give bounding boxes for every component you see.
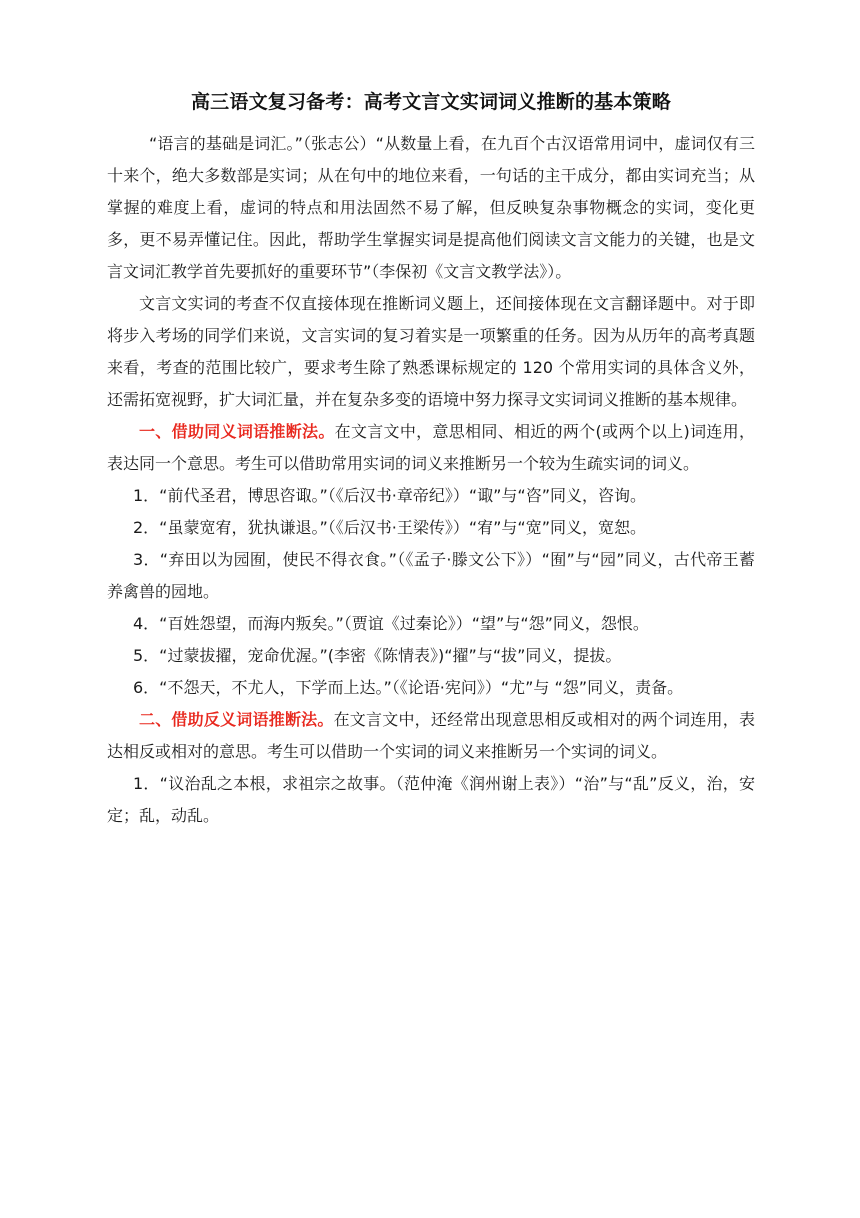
section-2-text: 在文言文中，还经常出现意思相反或相对的两个词连用，表达相反或相对的意思。考生可以借助一个实词的词义来推断另一个实词的词义。 xyxy=(107,710,755,761)
section-1-item-2: 2．“虽蒙宽宥，犹执谦退。”（《后汉书·王梁传》）“宥”与“宽”同义，宽恕。 xyxy=(133,518,647,537)
document-title: 高三语文复习备考：高考文言文实词词义推断的基本策略 xyxy=(190,91,671,113)
section-1-paragraph xyxy=(107,416,755,480)
section-1-item-3: 3．“弃田以为园囿，使民不得衣食。”（《孟子·滕文公下》）“囿”与“园”同义，古代帝王蓄养禽兽的园地。 xyxy=(107,550,755,601)
section-2-item-1: 1．“议治乱之本根，求祖宗之故事。（范仲淹《润州谢上表》）“治”与“乱”反义，治，安定；乱，动乱。 xyxy=(107,774,755,825)
section-1-item-4: 4．“百姓怨望，而海内叛矣。”（贾谊《过秦论》）“望”与“怨”同义，怨恨。 xyxy=(133,614,649,633)
section-2-paragraph xyxy=(107,704,755,768)
section-1-heading: 一、借助同义词语推断法。 xyxy=(139,422,335,441)
intro-paragraph: “语言的基础是词汇。”（张志公）“从数量上看，在九百个古汉语常用词中，虚词仅有三十来个，绝大多数部是实词；从在句中的地位来看，一句话的主干成分，都由实词充当；从掌握的难度上看，虚词的特点和用法固然不易了解，但反映复杂事物概念的实词，变化更多，更不易弄懂记住。因此，帮助学生掌握实词是提高他们阅读文言文能力的关键，也是文言文词汇教学首先要抓好的重要环节”（李保初《文言文教学法》）。 xyxy=(107,134,755,281)
section-1-item-6: 6．“不怨天，不尤人，下学而上达。”（《论语·宪问》）“尤”与 “怨”同义，责备。 xyxy=(133,678,684,697)
section-2-heading: 二、借助反义词语推断法。 xyxy=(139,710,334,729)
section-1-text: 在文言文中，意思相同、相近的两个(或两个以上)词连用，表达同一个意思。考生可以借助常用实词的词义来推断另一个较为生疏实词的词义。 xyxy=(107,422,755,473)
paragraph-2: 文言文实词的考查不仅直接体现在推断词义题上，还间接体现在文言翻译题中。对于即将步入考场的同学们来说，文言实词的复习着实是一项繁重的任务。因为从历年的高考真题来看，考查的范围比较广，要求考生除了熟悉课标规定的 120 个常用实词的具体含义外，还需拓宽视野，扩大词汇量，并在复杂多变的语境中努力探寻文实词词义推断的基本规律。 xyxy=(107,294,755,409)
document-page xyxy=(107,88,755,832)
section-1-item-1: 1．“前代圣君，博思咨诹。”（《后汉书·章帝纪》）“诹”与“咨”同义，咨询。 xyxy=(133,486,647,505)
section-1-item-5: 5．“过蒙拔擢，宠命优渥。”(李密《陈情表》)“擢”与“拔”同义，提拔。 xyxy=(133,646,622,665)
